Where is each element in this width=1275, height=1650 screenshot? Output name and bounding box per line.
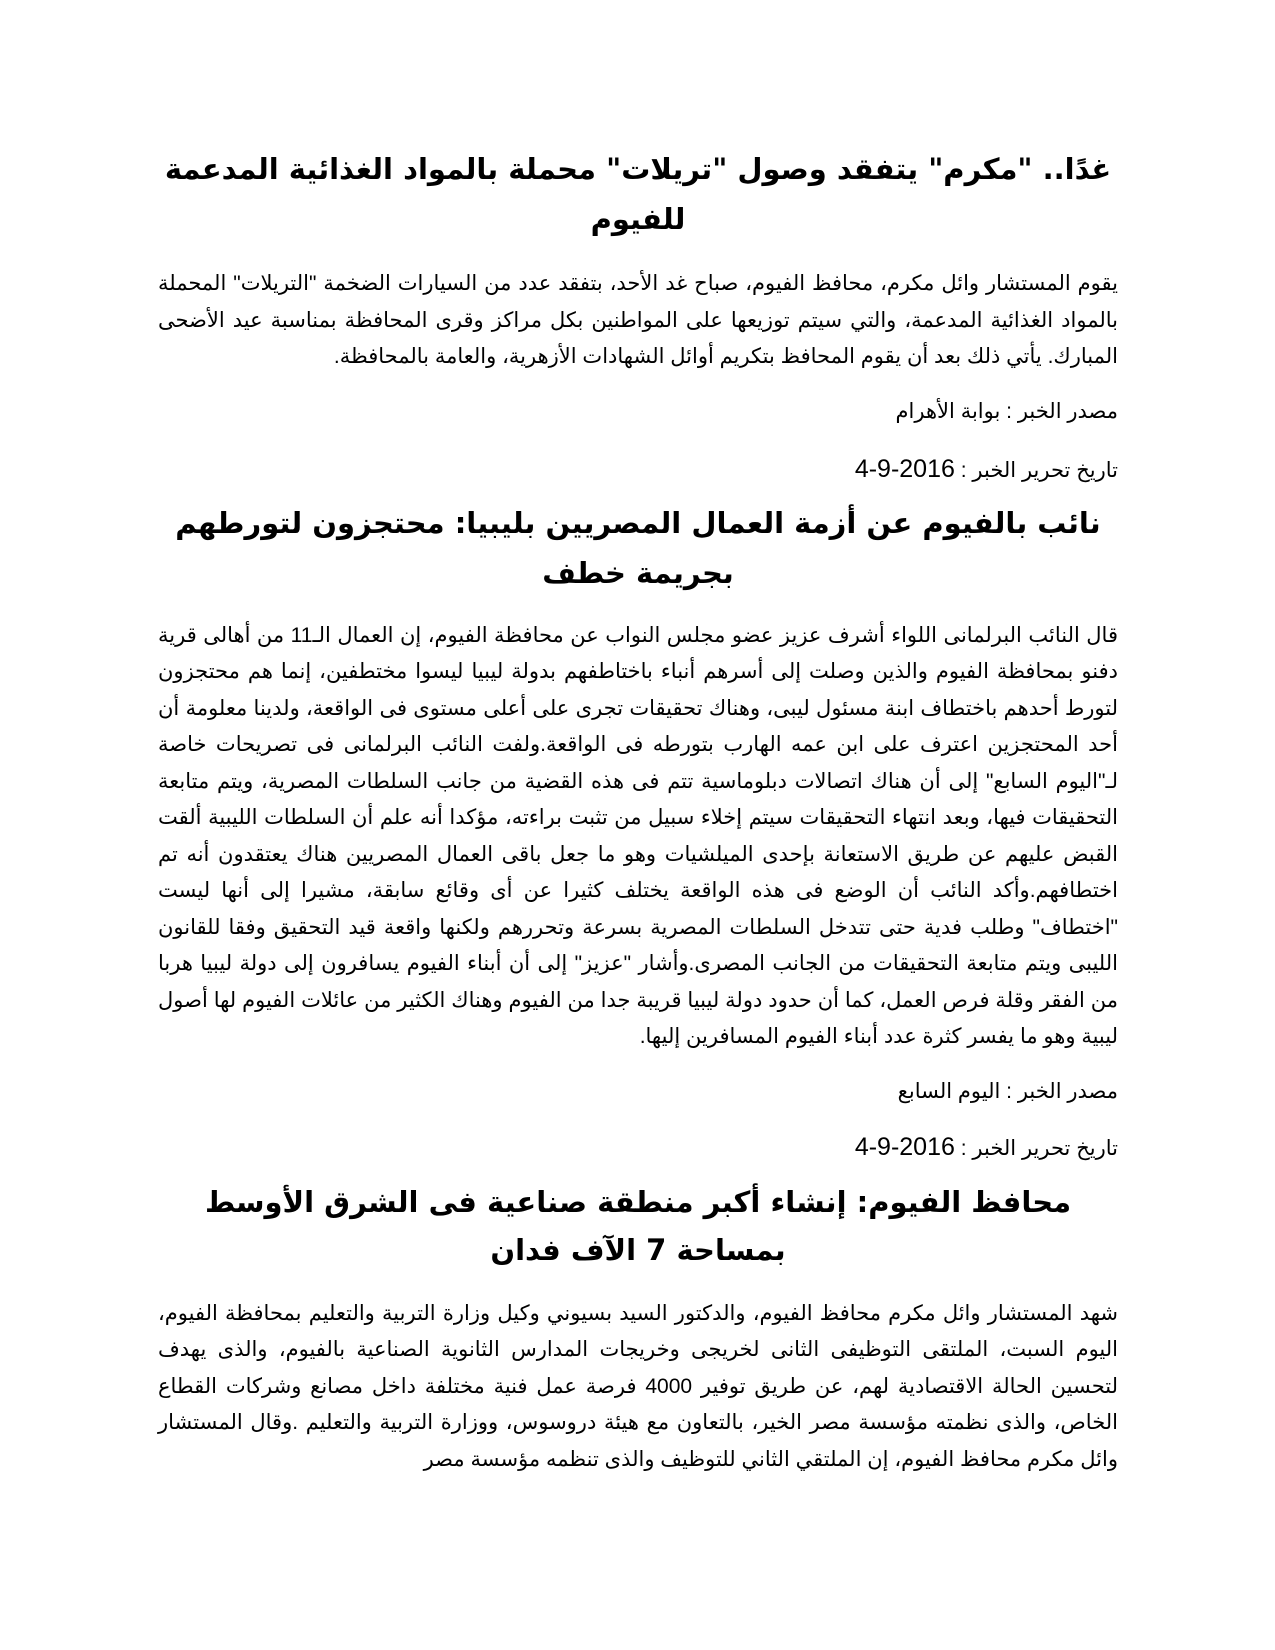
date-label: تاريخ تحرير الخبر : <box>960 458 1118 482</box>
date-label: تاريخ تحرير الخبر : <box>960 1136 1118 1160</box>
news-source: مصدر الخبر : اليوم السابع <box>897 1079 1118 1103</box>
article-body: يقوم المستشار وائل مكرم، محافظ الفيوم، صباح غد الأحد، بتفقد عدد من السيارات الضخمة "التريلات" المحملة بالمواد الغذائية المدعمة، والتي سيتم توزيعها على المواطنين بكل مراكز وقرى المحافظة بمناسبة عيد الأضحى المبارك. يأتي ذلك بعد أن يقوم المحافظ بتكريم أوائل الشهادات الأزهرية، والعامة بالمحافظة. <box>158 272 1118 368</box>
article-body: قال النائب البرلمانى اللواء أشرف عزيز عضو مجلس النواب عن محافظة الفيوم، إن العمال الـ11 من أهالى قرية دفنو بمحافظة الفيوم والذين وصلت إلى أسرهم أنباء باختاطفهم بدولة ليبيا ليسوا مختطفين، إنما هم محتجزون لتورط أحدهم باختطاف ابنة مسئول ليبى، وهناك تحقيقات تجرى على أعلى مستوى فى الواقعة، ولدينا معلومة أن أحد المحتجزين اعترف على ابن عمه الهارب بتورطه فى الواقعة.ولفت النائب البرلمانى فى تصريحات خاصة لـ"اليوم السابع" إلى أن هناك اتصالات دبلوماسية تتم فى هذه القضية من جانب السلطات المصرية، ويتم متابعة التحقيقات فيها، وبعد انتهاء التحقيقات سيتم إخلاء سبيل من تثبت براءته، مؤكدا أنه علم أن السلطات الليبية ألقت القبض عليهم عن طريق الاستعانة بإحدى الميلشيات وهو ما جعل باقى العمال المصريين هناك يعتقدون أنه تم اختطافهم.وأكد النائب أن الوضع فى هذه الواقعة يختلف كثيرا عن أى وقائع سابقة، مشيرا إلى أنها ليست "اختطاف" وطلب فدية حتى تتدخل السلطات المصرية بسرعة وتحررهم ولكنها واقعة قيد التحقيق وفقا للقانون الليبى ويتم متابعة التحقيقات من الجانب المصرى.وأشار "عزيز" إلى أن أبناء الفيوم يسافرون إلى دولة ليبيا هربا من الفقر وقلة فرص العمل، كما أن حدود دولة ليبيا قريبة جدا من الفيوم وهناك الكثير من عائلات الفيوم لها أصول ليبية وهو ما يفسر كثرة عدد أبناء الفيوم المسافرين إليها. <box>158 623 1118 1048</box>
document-page <box>158 140 1118 1478</box>
news-date <box>158 454 1118 486</box>
date-value: 4-9-2016 <box>854 1132 955 1161</box>
article-title: نائب بالفيوم عن أزمة العمال المصريين بليبيا: محتجزون لتورطهم بجريمة خطف <box>175 505 1101 590</box>
article-title: غدًا.. "مكرم" يتفقد وصول "تريلات" محملة بالمواد الغذائية المدعمة للفيوم <box>164 152 1112 236</box>
date-value: 4-9-2016 <box>854 454 955 483</box>
article-title: محافظ الفيوم: إنشاء أكبر منطقة صناعية فى الشرق الأوسط بمساحة 7 الآف فدان <box>204 1184 1072 1267</box>
news-source: مصدر الخبر : بوابة الأهرام <box>895 399 1118 423</box>
news-date <box>158 1132 1118 1164</box>
article-body: شهد المستشار وائل مكرم محافظ الفيوم، والدكتور السيد بسيوني وكيل وزارة التربية والتعليم بمحافظة الفيوم، اليوم السبت، الملتقى التوظيفى الثانى لخريجى وخريجات المدارس الثانوية الصناعية بالفيوم، والذى يهدف لتحسين الحالة الاقتصادية لهم، عن طريق توفير 4000 فرصة عمل فنية مختلفة داخل مصانع وشركات القطاع الخاص، والذى نظمته مؤسسة مصر الخير، بالتعاون مع هيئة دروسوس، ووزارة التربية والتعليم .وقال المستشار وائل مكرم محافظ الفيوم، إن الملتقي الثاني للتوظيف والذى تنظمه مؤسسة مصر <box>158 1301 1118 1471</box>
